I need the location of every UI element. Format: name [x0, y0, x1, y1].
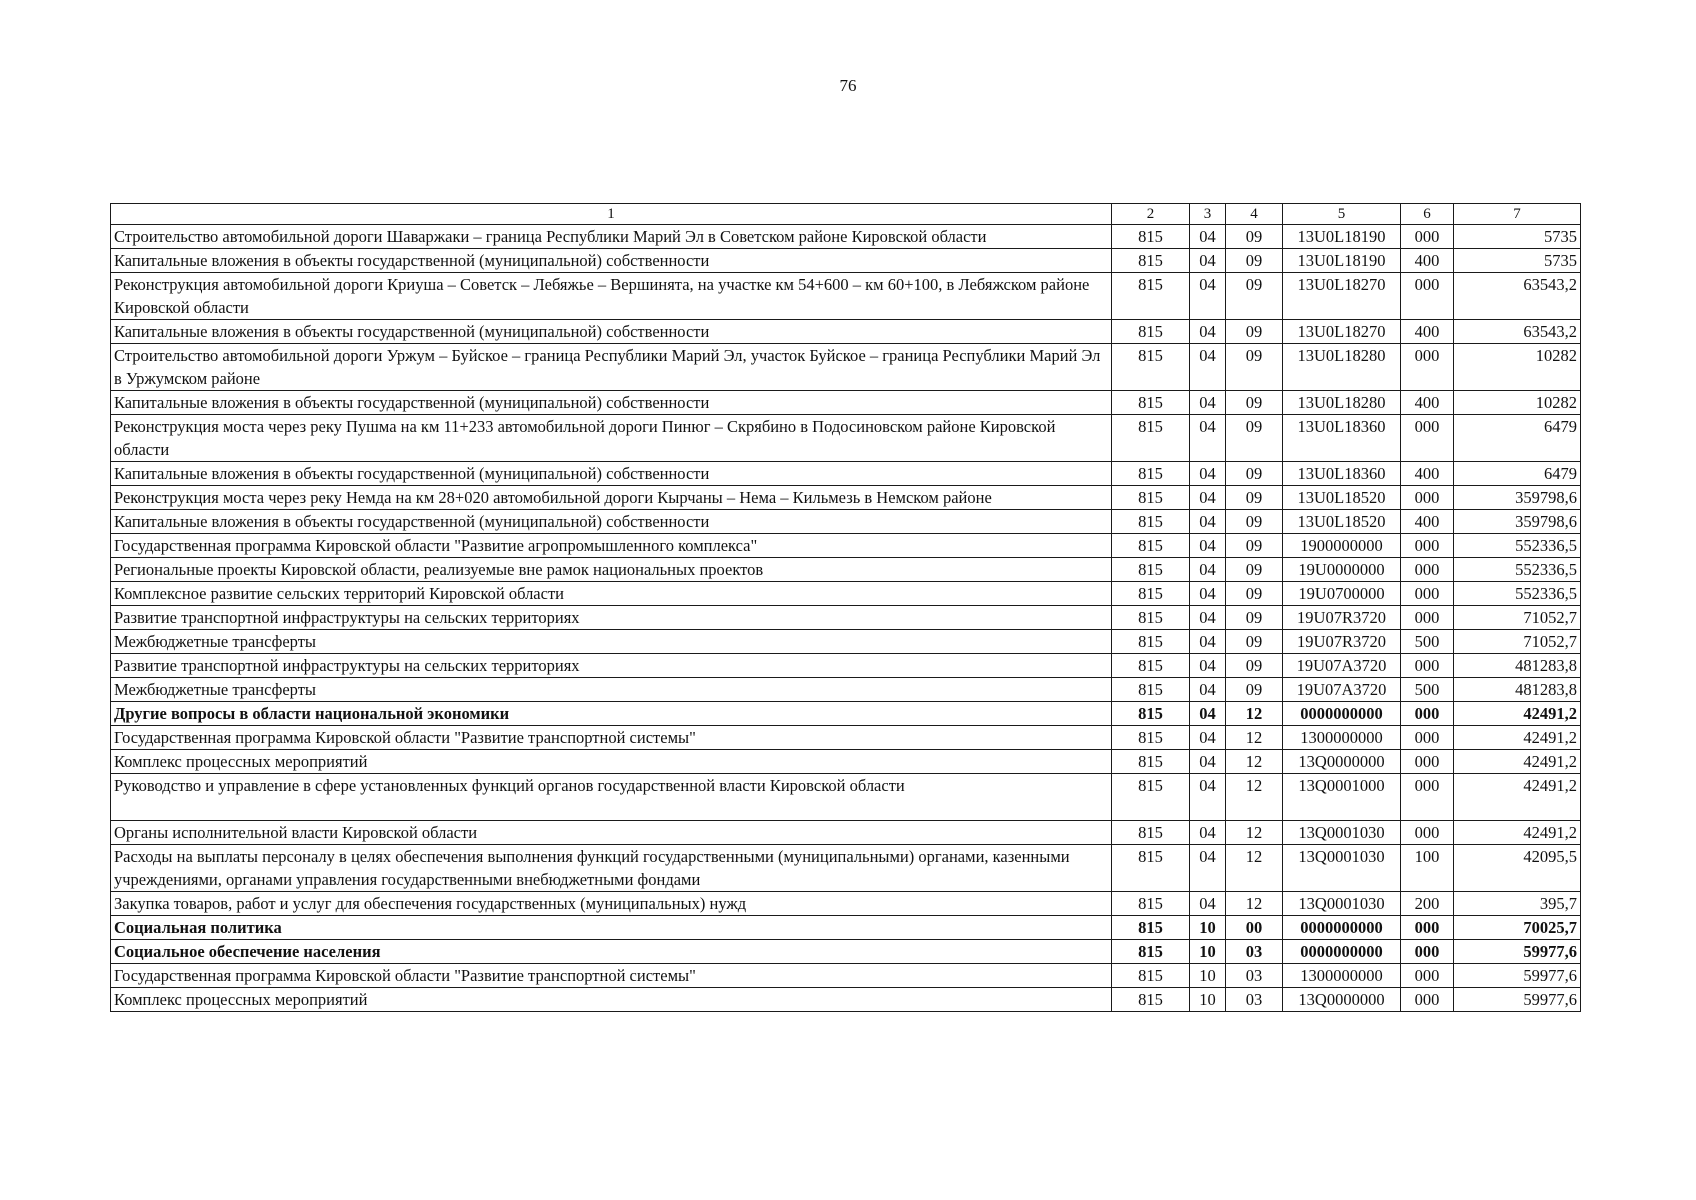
table-row [111, 774, 1581, 821]
column-header: 6 [1401, 204, 1454, 225]
amount: 395,7 [1454, 892, 1581, 916]
subsection-code: 09 [1226, 654, 1283, 678]
subsection-code: 12 [1226, 845, 1283, 892]
ministry-code: 815 [1112, 892, 1190, 916]
section-code: 10 [1190, 988, 1226, 1012]
amount: 63543,2 [1454, 273, 1581, 320]
table-row [111, 486, 1581, 510]
table-row [111, 391, 1581, 415]
expense-type-code: 000 [1401, 702, 1454, 726]
row-description: Развитие транспортной инфраструктуры на сельских территориях [111, 654, 1112, 678]
target-article-code: 13U0L18190 [1283, 249, 1401, 273]
ministry-code: 815 [1112, 940, 1190, 964]
ministry-code: 815 [1112, 964, 1190, 988]
ministry-code: 815 [1112, 654, 1190, 678]
table-row [111, 630, 1581, 654]
table-row [111, 702, 1581, 726]
target-article-code: 1300000000 [1283, 964, 1401, 988]
section-code: 04 [1190, 726, 1226, 750]
section-code: 04 [1190, 249, 1226, 273]
amount: 42095,5 [1454, 845, 1581, 892]
target-article-code: 19U0000000 [1283, 558, 1401, 582]
target-article-code: 1900000000 [1283, 534, 1401, 558]
ministry-code: 815 [1112, 630, 1190, 654]
column-header: 4 [1226, 204, 1283, 225]
subsection-code: 09 [1226, 391, 1283, 415]
table-row [111, 606, 1581, 630]
amount: 481283,8 [1454, 678, 1581, 702]
section-code: 04 [1190, 892, 1226, 916]
ministry-code: 815 [1112, 249, 1190, 273]
table-row [111, 940, 1581, 964]
row-description: Другие вопросы в области национальной экономики [111, 702, 1112, 726]
column-header: 2 [1112, 204, 1190, 225]
amount: 59977,6 [1454, 964, 1581, 988]
section-code: 04 [1190, 510, 1226, 534]
subsection-code: 09 [1226, 534, 1283, 558]
table-row [111, 750, 1581, 774]
target-article-code: 13U0L18360 [1283, 462, 1401, 486]
expense-type-code: 000 [1401, 344, 1454, 391]
amount: 481283,8 [1454, 654, 1581, 678]
section-code: 04 [1190, 630, 1226, 654]
section-code: 04 [1190, 320, 1226, 344]
target-article-code: 13U0L18520 [1283, 510, 1401, 534]
row-description: Региональные проекты Кировской области, реализуемые вне рамок национальных проектов [111, 558, 1112, 582]
section-code: 04 [1190, 225, 1226, 249]
ministry-code: 815 [1112, 320, 1190, 344]
section-code: 04 [1190, 582, 1226, 606]
amount: 63543,2 [1454, 320, 1581, 344]
section-code: 04 [1190, 606, 1226, 630]
subsection-code: 12 [1226, 702, 1283, 726]
amount: 42491,2 [1454, 726, 1581, 750]
subsection-code: 03 [1226, 940, 1283, 964]
ministry-code: 815 [1112, 774, 1190, 821]
row-description: Органы исполнительной власти Кировской области [111, 821, 1112, 845]
ministry-code: 815 [1112, 750, 1190, 774]
section-code: 04 [1190, 821, 1226, 845]
ministry-code: 815 [1112, 988, 1190, 1012]
expense-type-code: 000 [1401, 988, 1454, 1012]
ministry-code: 815 [1112, 558, 1190, 582]
expense-type-code: 400 [1401, 249, 1454, 273]
expense-type-code: 000 [1401, 821, 1454, 845]
expense-type-code: 100 [1401, 845, 1454, 892]
section-code: 04 [1190, 654, 1226, 678]
expense-type-code: 200 [1401, 892, 1454, 916]
subsection-code: 09 [1226, 486, 1283, 510]
section-code: 04 [1190, 391, 1226, 415]
table-row [111, 582, 1581, 606]
subsection-code: 12 [1226, 750, 1283, 774]
target-article-code: 19U07A3720 [1283, 654, 1401, 678]
subsection-code: 09 [1226, 344, 1283, 391]
row-description: Закупка товаров, работ и услуг для обеспечения государственных (муниципальных) нужд [111, 892, 1112, 916]
target-article-code: 13Q0001030 [1283, 845, 1401, 892]
target-article-code: 13U0L18270 [1283, 320, 1401, 344]
row-description: Руководство и управление в сфере установленных функций органов государственной власти Кировской области [111, 774, 1112, 821]
subsection-code: 09 [1226, 249, 1283, 273]
row-description: Комплекс процессных мероприятий [111, 750, 1112, 774]
target-article-code: 13U0L18280 [1283, 344, 1401, 391]
column-header: 7 [1454, 204, 1581, 225]
table-row [111, 558, 1581, 582]
table-row [111, 415, 1581, 462]
subsection-code: 09 [1226, 678, 1283, 702]
row-description: Капитальные вложения в объекты государственной (муниципальной) собственности [111, 510, 1112, 534]
subsection-code: 03 [1226, 988, 1283, 1012]
section-code: 04 [1190, 702, 1226, 726]
row-description: Реконструкция автомобильной дороги Криуша – Советск – Лебяжье – Вершинята, на участке км 54+600 – км 60+100, в Лебяжском районе Кировской области [111, 273, 1112, 320]
expense-type-code: 000 [1401, 486, 1454, 510]
section-code: 04 [1190, 750, 1226, 774]
target-article-code: 13Q0000000 [1283, 750, 1401, 774]
amount: 5735 [1454, 249, 1581, 273]
ministry-code: 815 [1112, 702, 1190, 726]
subsection-code: 09 [1226, 582, 1283, 606]
target-article-code: 13U0L18360 [1283, 415, 1401, 462]
section-code: 04 [1190, 486, 1226, 510]
section-code: 04 [1190, 558, 1226, 582]
table-row [111, 249, 1581, 273]
subsection-code: 12 [1226, 892, 1283, 916]
row-description: Государственная программа Кировской области "Развитие транспортной системы" [111, 964, 1112, 988]
table-row [111, 678, 1581, 702]
row-description: Строительство автомобильной дороги Шаваржаки – граница Республики Марий Эл в Советском районе Кировской области [111, 225, 1112, 249]
amount: 42491,2 [1454, 821, 1581, 845]
target-article-code: 19U07R3720 [1283, 630, 1401, 654]
amount: 359798,6 [1454, 486, 1581, 510]
section-code: 04 [1190, 273, 1226, 320]
row-description: Комплексное развитие сельских территорий Кировской области [111, 582, 1112, 606]
target-article-code: 13U0L18270 [1283, 273, 1401, 320]
expense-type-code: 400 [1401, 510, 1454, 534]
table-row [111, 344, 1581, 391]
target-article-code: 0000000000 [1283, 702, 1401, 726]
subsection-code: 09 [1226, 630, 1283, 654]
amount: 10282 [1454, 344, 1581, 391]
budget-table [110, 203, 1581, 1012]
ministry-code: 815 [1112, 845, 1190, 892]
row-description: Социальная политика [111, 916, 1112, 940]
row-description: Комплекс процессных мероприятий [111, 988, 1112, 1012]
ministry-code: 815 [1112, 486, 1190, 510]
subsection-code: 09 [1226, 606, 1283, 630]
subsection-code: 12 [1226, 821, 1283, 845]
column-header: 5 [1283, 204, 1401, 225]
table-row [111, 654, 1581, 678]
target-article-code: 0000000000 [1283, 940, 1401, 964]
ministry-code: 815 [1112, 916, 1190, 940]
target-article-code: 19U0700000 [1283, 582, 1401, 606]
expense-type-code: 000 [1401, 534, 1454, 558]
target-article-code: 13U0L18280 [1283, 391, 1401, 415]
expense-type-code: 000 [1401, 726, 1454, 750]
amount: 59977,6 [1454, 988, 1581, 1012]
table-header-row [111, 204, 1581, 225]
ministry-code: 815 [1112, 726, 1190, 750]
ministry-code: 815 [1112, 462, 1190, 486]
subsection-code: 09 [1226, 273, 1283, 320]
table-row [111, 225, 1581, 249]
ministry-code: 815 [1112, 415, 1190, 462]
expense-type-code: 000 [1401, 750, 1454, 774]
section-code: 04 [1190, 845, 1226, 892]
ministry-code: 815 [1112, 391, 1190, 415]
expense-type-code: 000 [1401, 273, 1454, 320]
row-description: Реконструкция моста через реку Немда на км 28+020 автомобильной дороги Кырчаны – Нема – Кильмезь в Немском районе [111, 486, 1112, 510]
row-description: Государственная программа Кировской области "Развитие транспортной системы" [111, 726, 1112, 750]
expense-type-code: 000 [1401, 774, 1454, 821]
ministry-code: 815 [1112, 344, 1190, 391]
table-row [111, 988, 1581, 1012]
expense-type-code: 500 [1401, 630, 1454, 654]
subsection-code: 00 [1226, 916, 1283, 940]
target-article-code: 13Q0001000 [1283, 774, 1401, 821]
row-description: Реконструкция моста через реку Пушма на км 11+233 автомобильной дороги Пинюг – Скрябино в Подосиновском районе Кировской области [111, 415, 1112, 462]
section-code: 04 [1190, 415, 1226, 462]
target-article-code: 13Q0000000 [1283, 988, 1401, 1012]
expense-type-code: 400 [1401, 391, 1454, 415]
subsection-code: 09 [1226, 225, 1283, 249]
row-description: Капитальные вложения в объекты государственной (муниципальной) собственности [111, 249, 1112, 273]
row-description: Развитие транспортной инфраструктуры на сельских территориях [111, 606, 1112, 630]
expense-type-code: 000 [1401, 940, 1454, 964]
expense-type-code: 000 [1401, 225, 1454, 249]
column-header: 1 [111, 204, 1112, 225]
table-row [111, 726, 1581, 750]
amount: 5735 [1454, 225, 1581, 249]
table-row [111, 534, 1581, 558]
expense-type-code: 400 [1401, 462, 1454, 486]
row-description: Межбюджетные трансферты [111, 630, 1112, 654]
expense-type-code: 000 [1401, 415, 1454, 462]
section-code: 04 [1190, 344, 1226, 391]
row-description: Капитальные вложения в объекты государственной (муниципальной) собственности [111, 391, 1112, 415]
expense-type-code: 000 [1401, 558, 1454, 582]
expense-type-code: 000 [1401, 606, 1454, 630]
section-code: 10 [1190, 964, 1226, 988]
target-article-code: 1300000000 [1283, 726, 1401, 750]
table-row [111, 821, 1581, 845]
amount: 552336,5 [1454, 558, 1581, 582]
target-article-code: 19U07A3720 [1283, 678, 1401, 702]
ministry-code: 815 [1112, 606, 1190, 630]
row-description: Капитальные вложения в объекты государственной (муниципальной) собственности [111, 320, 1112, 344]
ministry-code: 815 [1112, 273, 1190, 320]
row-description: Расходы на выплаты персоналу в целях обеспечения выполнения функций государственными (муниципальными) органами, казенными учреждениями, органами управления государственными внебюджетными фондами [111, 845, 1112, 892]
subsection-code: 12 [1226, 726, 1283, 750]
row-description: Строительство автомобильной дороги Уржум – Буйское – граница Республики Марий Эл, участок Буйское – граница Республики Марий Эл в Уржумском районе [111, 344, 1112, 391]
expense-type-code: 000 [1401, 916, 1454, 940]
target-article-code: 13U0L18190 [1283, 225, 1401, 249]
amount: 552336,5 [1454, 582, 1581, 606]
subsection-code: 09 [1226, 510, 1283, 534]
amount: 59977,6 [1454, 940, 1581, 964]
amount: 42491,2 [1454, 702, 1581, 726]
expense-type-code: 000 [1401, 654, 1454, 678]
table-row [111, 964, 1581, 988]
section-code: 10 [1190, 940, 1226, 964]
page-number: 76 [839, 76, 857, 95]
ministry-code: 815 [1112, 225, 1190, 249]
table-row [111, 320, 1581, 344]
subsection-code: 09 [1226, 462, 1283, 486]
target-article-code: 13Q0001030 [1283, 821, 1401, 845]
amount: 70025,7 [1454, 916, 1581, 940]
section-code: 04 [1190, 774, 1226, 821]
amount: 6479 [1454, 415, 1581, 462]
ministry-code: 815 [1112, 821, 1190, 845]
expense-type-code: 500 [1401, 678, 1454, 702]
section-code: 04 [1190, 678, 1226, 702]
target-article-code: 19U07R3720 [1283, 606, 1401, 630]
ministry-code: 815 [1112, 510, 1190, 534]
section-code: 04 [1190, 534, 1226, 558]
table-row [111, 462, 1581, 486]
expense-type-code: 000 [1401, 582, 1454, 606]
amount: 42491,2 [1454, 774, 1581, 821]
amount: 359798,6 [1454, 510, 1581, 534]
target-article-code: 13Q0001030 [1283, 892, 1401, 916]
ministry-code: 815 [1112, 678, 1190, 702]
ministry-code: 815 [1112, 582, 1190, 606]
amount: 552336,5 [1454, 534, 1581, 558]
row-description: Капитальные вложения в объекты государственной (муниципальной) собственности [111, 462, 1112, 486]
table-row [111, 892, 1581, 916]
target-article-code: 13U0L18520 [1283, 486, 1401, 510]
subsection-code: 09 [1226, 415, 1283, 462]
amount: 71052,7 [1454, 630, 1581, 654]
amount: 71052,7 [1454, 606, 1581, 630]
expense-type-code: 400 [1401, 320, 1454, 344]
subsection-code: 09 [1226, 558, 1283, 582]
subsection-code: 12 [1226, 774, 1283, 821]
row-description: Межбюджетные трансферты [111, 678, 1112, 702]
table-body [111, 225, 1581, 1012]
table-row [111, 510, 1581, 534]
section-code: 04 [1190, 462, 1226, 486]
ministry-code: 815 [1112, 534, 1190, 558]
table-row [111, 916, 1581, 940]
subsection-code: 03 [1226, 964, 1283, 988]
expense-type-code: 000 [1401, 964, 1454, 988]
table-row [111, 273, 1581, 320]
amount: 10282 [1454, 391, 1581, 415]
subsection-code: 09 [1226, 320, 1283, 344]
amount: 6479 [1454, 462, 1581, 486]
amount: 42491,2 [1454, 750, 1581, 774]
section-code: 10 [1190, 916, 1226, 940]
row-description: Социальное обеспечение населения [111, 940, 1112, 964]
column-header: 3 [1190, 204, 1226, 225]
row-description: Государственная программа Кировской области "Развитие агропромышленного комплекса" [111, 534, 1112, 558]
table-row [111, 845, 1581, 892]
target-article-code: 0000000000 [1283, 916, 1401, 940]
